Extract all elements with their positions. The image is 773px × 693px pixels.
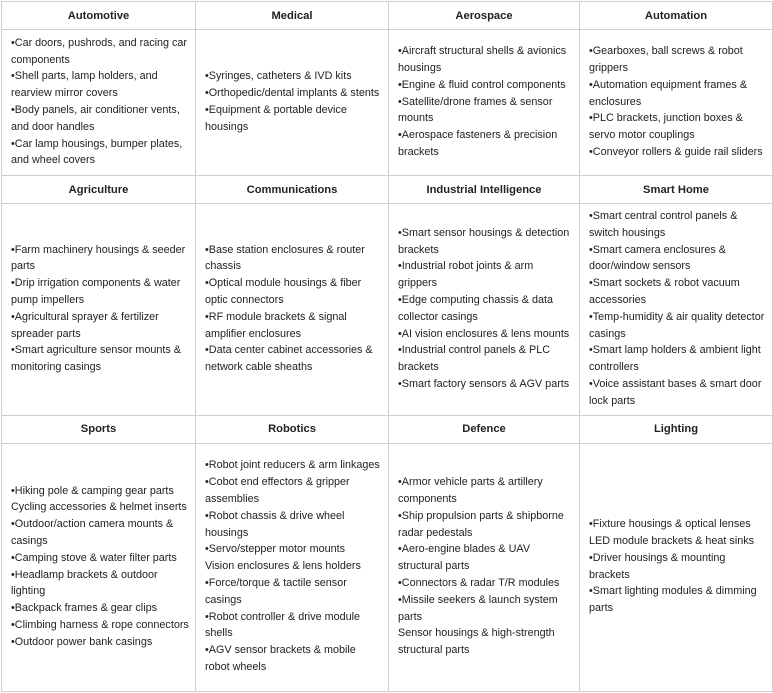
list-item: •Base station enclosures & router chassis	[205, 243, 365, 273]
list-item: LED module brackets & heat sinks	[589, 534, 755, 547]
list-item: •Fixture housings & optical lenses	[589, 518, 751, 531]
list-item: •Smart lamp holders & ambient light controllers	[589, 344, 761, 374]
column-header: Industrial Intelligence	[389, 176, 580, 204]
list-item: •Farm machinery housings & seeder parts	[11, 243, 186, 273]
list-item: •Aerospace fasteners & precision brackets	[398, 129, 558, 158]
list-item: •Temp-humidity & air quality detector casings	[589, 310, 765, 340]
list-item: Cycling accessories & helmet inserts	[11, 501, 187, 514]
application-cell	[196, 30, 389, 176]
application-cell	[2, 30, 196, 176]
list-item: •Shell parts, lamp holders, and rearview mirror covers	[11, 70, 158, 100]
application-cell	[196, 204, 389, 416]
column-header: Automotive	[2, 2, 196, 30]
list-item: •Data center cabinet accessories & network cable sheaths	[205, 344, 373, 374]
list-item: Vision enclosures & lens holders	[205, 560, 361, 573]
list-item: •Connectors & radar T/R modules	[398, 576, 560, 589]
content-row	[2, 30, 773, 176]
list-item: •Force/torque & tactile sensor casings	[205, 576, 347, 606]
applications-table-body	[2, 2, 773, 692]
list-item: •Aircraft structural shells & avionics housings	[398, 45, 567, 74]
list-item: •Robot joint reducers & arm linkages	[205, 459, 380, 472]
list-item: •Smart factory sensors & AGV parts	[398, 377, 570, 390]
list-item: •PLC brackets, junction boxes & servo motor couplings	[589, 112, 743, 142]
list-item: •Servo/stepper motor mounts	[205, 543, 346, 556]
list-item: •Smart sensor housings & detection brackets	[398, 226, 570, 256]
list-item: •Satellite/drone frames & sensor mounts	[398, 95, 553, 125]
list-item: •Robot controller & drive module shells	[205, 610, 361, 640]
application-cell	[389, 443, 580, 691]
list-item: •Edge computing chassis & data collector casings	[398, 293, 554, 323]
list-item: •Cobot end effectors & gripper assemblies	[205, 476, 350, 505]
column-header: Lighting	[580, 415, 773, 443]
list-item: •AI vision enclosures & lens mounts	[398, 327, 570, 340]
column-header: Sports	[2, 415, 196, 443]
list-item: •RF module brackets & signal amplifier enclosures	[205, 310, 347, 340]
list-item: •Smart agriculture sensor mounts & monitoring casings	[11, 344, 181, 374]
column-header: Robotics	[196, 415, 389, 443]
list-item: •Car doors, pushrods, and racing car components	[11, 36, 188, 66]
list-item: •Aero-engine blades & UAV structural parts	[398, 543, 531, 573]
list-item: •Gearboxes, ball screws & robot grippers	[589, 45, 743, 74]
column-header: Automation	[580, 2, 773, 30]
header-row	[2, 176, 773, 204]
list-item: •Camping stove & water filter parts	[11, 551, 177, 564]
column-header: Medical	[196, 2, 389, 30]
list-item: •Smart sockets & robot vacuum accessories	[589, 277, 740, 306]
list-item: •Industrial robot joints & arm grippers	[398, 260, 534, 290]
list-item: •Climbing harness & rope connectors	[11, 618, 189, 631]
list-item: •Missile seekers & launch system parts	[398, 593, 558, 623]
list-item: •Agricultural sprayer & fertilizer spreader parts	[11, 310, 159, 340]
list-item: •Ship propulsion parts & shipborne radar pedestals	[398, 509, 564, 539]
list-item: •Headlamp brackets & outdoor lighting	[11, 568, 158, 598]
list-item: •Syringes, catheters & IVD kits	[205, 70, 352, 83]
list-item: •AGV sensor brackets & mobile robot wheels	[205, 644, 356, 673]
list-item: •Smart camera enclosures & door/window sensors	[589, 243, 726, 273]
list-item: •Body panels, air conditioner vents, and door handles	[11, 104, 180, 133]
list-item: •Smart lighting modules & dimming parts	[589, 585, 757, 615]
application-cell	[389, 204, 580, 416]
content-row	[2, 204, 773, 416]
list-item: •Conveyor rollers & guide rail sliders	[589, 145, 763, 158]
content-row	[2, 443, 773, 691]
list-item: •Outdoor/action camera mounts & casings	[11, 518, 174, 547]
list-item: •Smart central control panels & switch housings	[589, 210, 738, 239]
application-cell	[196, 443, 389, 691]
column-header: Smart Home	[580, 176, 773, 204]
list-item: •Automation equipment frames & enclosures	[589, 78, 748, 108]
applications-table	[1, 1, 773, 692]
application-cell	[2, 443, 196, 691]
list-item: •Optical module housings & fiber optic connectors	[205, 277, 362, 306]
header-row	[2, 2, 773, 30]
application-cell	[580, 204, 773, 416]
list-item: •Industrial control panels & PLC brackets	[398, 344, 551, 374]
list-item: •Orthopedic/dental implants & stents	[205, 87, 380, 100]
list-item: •Car lamp housings, bumper plates, and wheel covers	[11, 137, 183, 167]
header-row	[2, 415, 773, 443]
list-item: •Hiking pole & camping gear parts	[11, 484, 174, 497]
list-item: •Armor vehicle parts & artillery components	[398, 476, 543, 505]
list-item: •Robot chassis & drive wheel housings	[205, 509, 345, 539]
list-item: •Driver housings & mounting brackets	[589, 551, 726, 581]
column-header: Agriculture	[2, 176, 196, 204]
list-item: •Equipment & portable device housings	[205, 104, 347, 133]
application-cell	[580, 443, 773, 691]
column-header: Communications	[196, 176, 389, 204]
application-cell	[389, 30, 580, 176]
column-header: Defence	[389, 415, 580, 443]
list-item: •Voice assistant bases & smart door lock parts	[589, 377, 762, 407]
list-item: •Engine & fluid control components	[398, 78, 566, 91]
column-header: Aerospace	[389, 2, 580, 30]
application-cell	[580, 30, 773, 176]
list-item: •Outdoor power bank casings	[11, 635, 153, 648]
application-cell	[2, 204, 196, 416]
list-item: •Backpack frames & gear clips	[11, 602, 157, 615]
list-item: •Drip irrigation components & water pump impellers	[11, 277, 181, 306]
list-item: Sensor housings & high-strength structural parts	[398, 627, 555, 657]
